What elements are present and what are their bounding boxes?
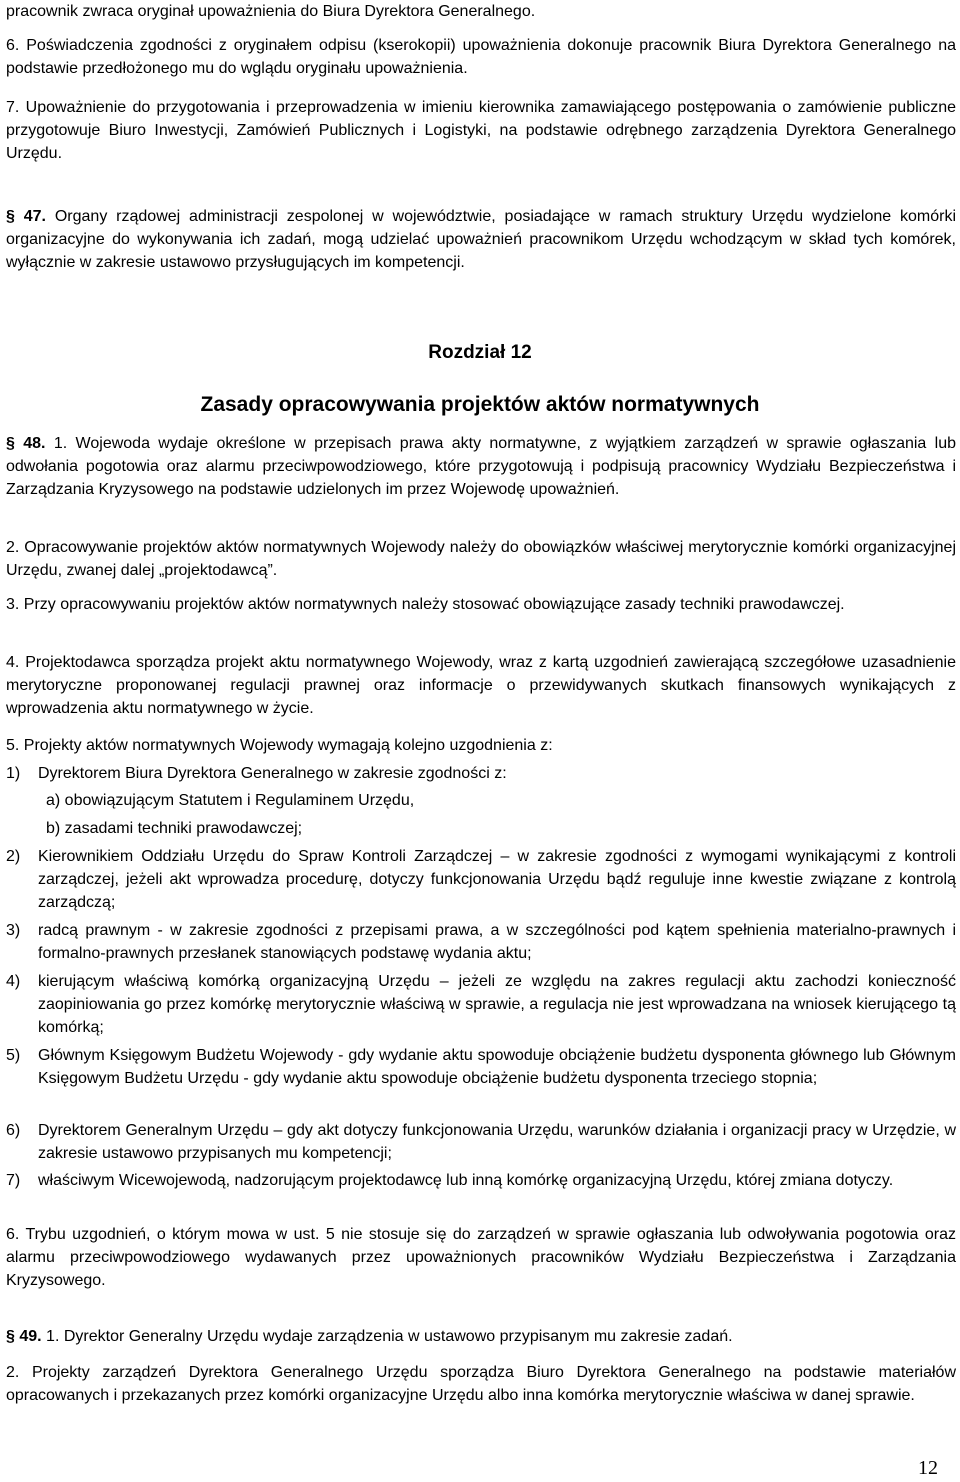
section-48-paragraph-6: 6. Trybu uzgodnień, o którym mowa w ust. 5 nie stosuje się do zarządzeń w sprawie ogłaszania lub odwoływania pogotowia oraz alarmu przeciwpowodziowego wydawanych przez upoważnionych pracowników Wydziału Bezpieczeństwa i Zarządzania Kryzysowego. (6, 1226, 956, 1289)
section-48-paragraph-2: 2. Opracowywanie projektów aktów normatywnych Wojewody należy do obowiązków właściwej merytorycznie komórki organizacyjnej Urzędu, zwanej dalej „projektodawcą”. (6, 539, 956, 579)
section-47 (6, 205, 956, 274)
list-item-text: radcą prawnym - w zakresie zgodności z przepisami prawa, a w szczególności pod kątem spełnienia materialno-prawnych i formalno-prawnych przesłanek stanowiących podstawę wydania aktu; (38, 922, 956, 962)
section-49-paragraph-1 (6, 1325, 956, 1348)
list-item (6, 845, 956, 914)
list-item-text: Głównym Księgowym Budżetu Wojewody - gdy wydanie aktu spowoduje obciążenie budżetu dysponenta głównego lub Głównym Księgowym Budżetu Urzędu - gdy wydanie aktu spowoduje obciążenie budżetu dysponenta trzeciego stopnia; (38, 1047, 956, 1087)
section-49-label: § 49. (6, 1328, 42, 1345)
list-item-text: kierującym właściwą komórką organizacyjną Urzędu – jeżeli ze względu na zakres regulacji aktu zachodzi konieczność zaopiniowania go przez komórkę merytorycznie właściwą w sprawie, a regulacja nie jest wprowadzana na wniosek kierującego tą komórką; (38, 973, 956, 1036)
list-item-number: 6) (6, 1122, 21, 1139)
list-item-number: 4) (6, 973, 21, 990)
list-item-text: Dyrektorem Biura Dyrektora Generalnego w zakresie zgodności z: (38, 765, 507, 782)
section-48-paragraph-3: 3. Przy opracowywaniu projektów aktów normatywnych należy stosować obowiązujące zasady techniki prawodawczej. (6, 596, 845, 613)
section-48-p1-text: 1. Wojewoda wydaje określone w przepisach prawa akty normatywne, z wyjątkiem zarządzeń w sprawie ogłaszania lub odwołania pogotowia oraz alarmu przeciwpowodziowego, które przygotowują i podpisują pracownicy Wydziału Bezpieczeństwa i Zarządzania Kryzysowego na podstawie udzielonych im przez Wojewodę upoważnień. (6, 435, 957, 498)
list-item-text: właściwym Wicewojewodą, nadzorującym projektodawcę lub inną komórkę organizacyjną Urzędu, której zmiana dotyczy. (38, 1172, 894, 1189)
list-item-text: Kierownikiem Oddziału Urzędu do Spraw Kontroli Zarządczej – w zakresie zgodności z wymogami wynikającymi z kontroli zarządczej, jeżeli akt wprowadza procedurę, dotyczy funkcjonowania Urzędu bądź reguluje inne kwestie związane z kontrolą zarządczą; (38, 848, 956, 911)
list-item (6, 919, 956, 965)
list-item (6, 970, 956, 1039)
page-number: 12 (918, 1457, 938, 1479)
list-item (6, 762, 956, 785)
chapter-title: Zasady opracowywania projektów aktów normatywnych (200, 393, 760, 416)
list-item (6, 1119, 956, 1165)
sub-item-a: a) obowiązującym Statutem i Regulaminem Urzędu, (46, 792, 415, 809)
list-item-number: 2) (6, 848, 21, 865)
list-item (6, 1169, 956, 1192)
list-item (6, 1044, 956, 1090)
paragraph-7: 7. Upoważnienie do przygotowania i przeprowadzenia w imieniu kierownika zamawiającego postępowania o zamówienie publiczne przygotowuje Biuro Inwestycji, Zamówień Publicznych i Logistyki, na podstawie odrębnego zarządzenia Dyrektora Generalnego Urzędu. (6, 99, 956, 162)
section-49-paragraph-2: 2. Projekty zarządzeń Dyrektora Generalnego Urzędu sporządza Biuro Dyrektora Generalnego na podstawie materiałów opracowanych i przekazanych przez komórki organizacyjne Urzędu albo inna komórka merytorycznie właściwa w danej sprawie. (6, 1364, 956, 1404)
list-item-number: 5) (6, 1047, 21, 1064)
section-47-text: Organy rządowej administracji zespolonej w województwie, posiadające w ramach struktury Urzędu wydzielone komórki organizacyjne do wykonywania ich zadań, mogą udzielać upoważnień pracownikom Urzędu wchodzącym w skład tych komórek, wyłącznie w zakresie ustawowo przysługujących im kompetencji. (6, 208, 957, 271)
section-48-paragraph-5: 5. Projekty aktów normatywnych Wojewody wymagają kolejno uzgodnienia z: (6, 737, 553, 754)
section-48-paragraph-4: 4. Projektodawca sporządza projekt aktu normatywnego Wojewody, wraz z kartą uzgodnień zawierającą szczegółowe uzasadnienie merytoryczne proponowanej regulacji prawnej oraz informacje o przewidywanych skutkach finansowych wynikających z wprowadzenia aktu normatywnego w życie. (6, 654, 956, 717)
sub-item-b: b) zasadami techniki prawodawczej; (46, 820, 303, 837)
list-item-text: Dyrektorem Generalnym Urzędu – gdy akt dotyczy funkcjonowania Urzędu, warunków działania i organizacji pracy w Urzędzie, w zakresie ustawowo przypisanych mu kompetencji; (38, 1122, 956, 1162)
list-item-number: 7) (6, 1172, 21, 1189)
paragraph-6: 6. Poświadczenia zgodności z oryginałem odpisu (kserokopii) upoważnienia dokonuje pracownik Biura Dyrektora Generalnego na podstawie przedłożonego mu do wglądu oryginału upoważnienia. (6, 37, 956, 77)
section-48-label: § 48. (6, 435, 46, 452)
section-48-paragraph-1 (6, 432, 956, 501)
chapter-number: Rozdział 12 (428, 342, 532, 363)
section-47-label: § 47. (6, 208, 46, 225)
list-item-number: 3) (6, 922, 21, 939)
paragraph-continuation: pracownik zwraca oryginał upoważnienia do Biura Dyrektora Generalnego. (6, 3, 536, 20)
section-49-p1-text: 1. Dyrektor Generalny Urzędu wydaje zarządzenia w ustawowo przypisanym mu zakresie zadań. (46, 1328, 733, 1345)
list-item-number: 1) (6, 765, 21, 782)
